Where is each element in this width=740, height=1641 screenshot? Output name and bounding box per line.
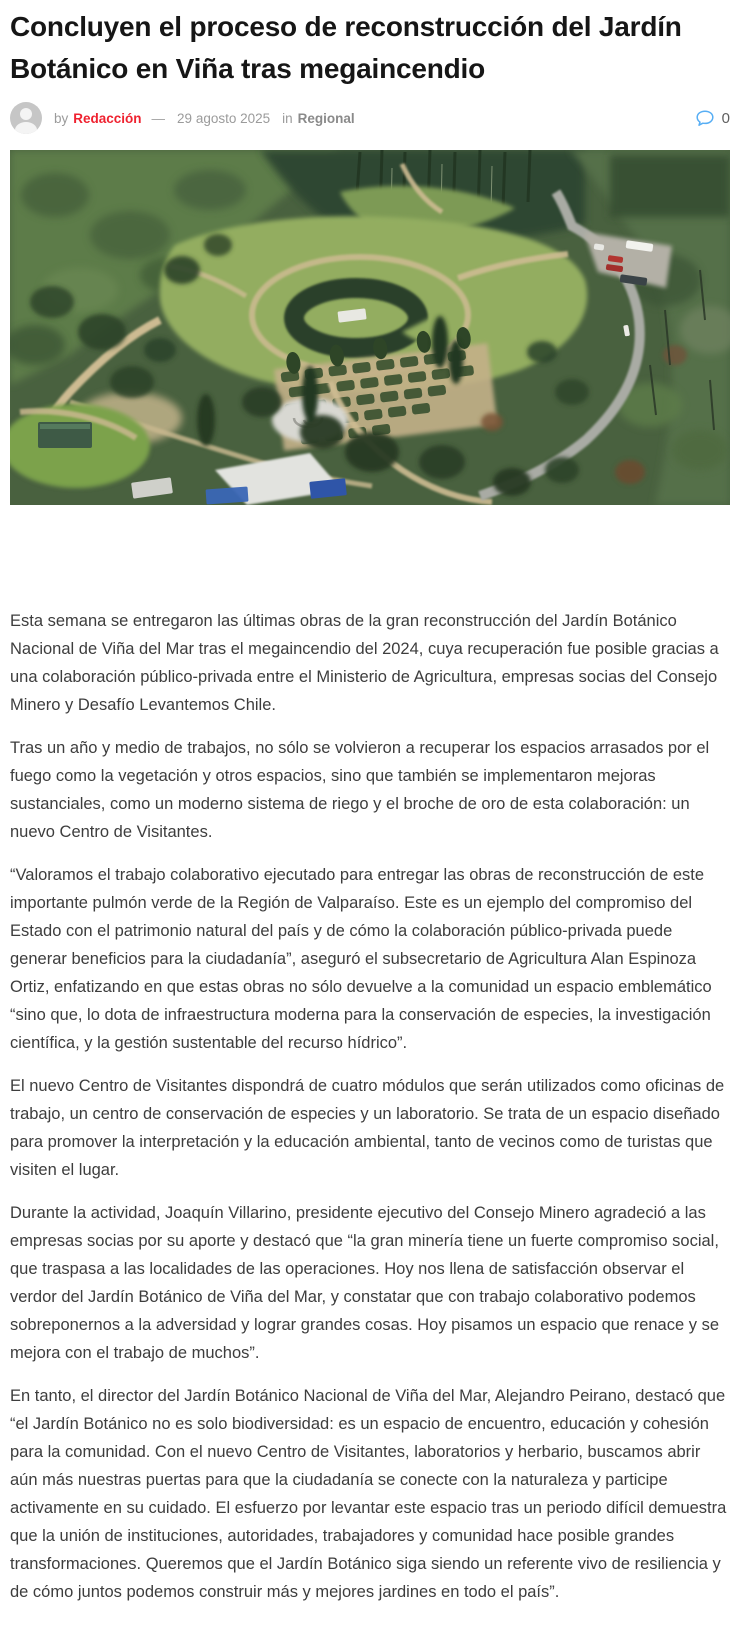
paragraph: “Valoramos el trabajo colaborativo ejecutado para entregar las obras de reconstrucción de este importante pulmón verde de la Región de Valparaíso. Este es un ejemplo del compromiso del Estado con el patrimonio natural del país y de cómo la colaboración público-privada puede generar beneficios para la ciudadanía”, aseguró el subsecretario de Agricultura Alan Espinoza Ortiz, enfatizando en que estas obras no sólo devuelve a la comunidad un espacio emblemático “sino que, lo dota de infraestructura moderna para la conservación de especies, la investigación científica, y la gestión sustentable del recurso hídrico”. [10,866,712,1052]
author-link[interactable]: Redacción [73,110,142,126]
paragraph: Tras un año y medio de trabajos, no sólo se volvieron a recuperar los espacios arrasados por el fuego como la vegetación y otros espacios, sino que también se implementaron mejoras sustanciales, como un moderno sistema de riego y el broche de oro de esta colaboración: un nuevo Centro de Visitantes. [10,739,710,841]
paragraph: Esta semana se entregaron las últimas obras de la gran reconstrucción del Jardín Botánico Nacional de Viña del Mar tras el megaincendio del 2024, cuya recuperación fue posible gracias a una colaboración público-privada entre el Ministerio de Agricultura, empresas socias del Consejo Minero y Desafío Levantemos Chile. [10,612,719,714]
aerial-garden-illustration [10,150,730,505]
rust-tree [481,413,503,431]
blue-tarp [206,487,249,505]
article-body [10,607,730,1606]
post-date: 29 agosto 2025 [177,110,271,126]
avatar [10,102,42,134]
rust-tree [615,460,645,484]
hero-image [10,150,730,505]
paragraph: En tanto, el director del Jardín Botánico Nacional de Viña del Mar, Alejandro Peirano, destacó que “el Jardín Botánico no es solo biodiversidad: es un espacio de encuentro, educación y cohesión para la comunidad. Con el nuevo Centro de Visitantes, laboratorios y herbario, buscamos abrir aún más nuestras puertas para que la ciudadanía se conecte con la naturaleza y participe activamente en su cuidado. El esfuerzo por levantar este espacio tras un periodo difícil demuestra que la unión de instituciones, autoridades, trabajadores y comunidad hace posible grandes transformaciones. Queremos que el Jardín Botánico siga siendo un referente vivo de resiliencia y de cómo juntos podemos construir más y mejores jardines en todo el país”. [10,1387,727,1601]
paragraph: El nuevo Centro de Visitantes dispondrá de cuatro módulos que serán utilizados como oficinas de trabajo, un centro de conservación de especies y un laboratorio. Se trata de un espacio diseñado para promover la interpretación y la educación ambiental, tanto de vecinos como de turistas que visiten el lugar. [10,1077,725,1179]
avatar-head-shape [20,108,32,120]
comment-bubble-icon [695,108,715,128]
paragraph: Durante la actividad, Joaquín Villarino, presidente ejecutivo del Consejo Minero agradeció a las empresas socias por su aporte y destacó que “la gran minería tiene un fuerte compromiso social, que traspasa a las localidades de las operaciones. Hoy nos llena de satisfacción observar el verdor del Jardín Botánico de Viña del Mar, y constatar que con trabajo colaborativo podemos sobreponernos a la adversidad y lograr grandes cosas. Hoy pisamos un espacio que renace y se mejora con el trabajo de muchos”. [10,1204,719,1362]
avatar-shoulders-shape [15,122,37,134]
category-link[interactable]: Regional [297,110,355,126]
in-label: in [282,110,293,126]
comment-count: 0 [721,109,730,127]
byline-separator: — [151,110,166,126]
page-title: Concluyen el proceso de reconstrucción del Jardín Botánico en Viña tras megaincendio [10,11,682,84]
byline [10,102,730,134]
by-label: by [54,110,69,126]
comments-counter[interactable] [695,108,730,128]
